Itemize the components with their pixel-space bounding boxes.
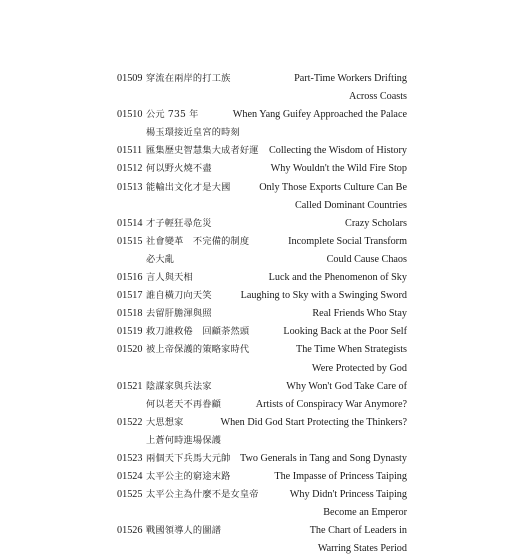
english-title: Incomplete Social Transform	[288, 235, 407, 247]
item-number: 01525	[117, 489, 143, 501]
chinese-title: 何以野火燒不盡	[146, 163, 212, 175]
list-item-line	[117, 323, 407, 341]
chinese-title: 太平公主的窮途末路	[146, 471, 231, 483]
list-item-line	[117, 88, 407, 106]
english-title: Looking Back at the Poor Self	[283, 326, 407, 338]
list-item	[117, 486, 407, 522]
list-item-line	[117, 522, 407, 540]
chinese-title: 才子輕狂尋危災	[146, 217, 212, 229]
list-item-line	[117, 396, 407, 414]
list-item	[117, 378, 407, 414]
list-item-line	[117, 432, 407, 450]
chinese-title: 穿流在兩岸的打工族	[146, 73, 231, 84]
list-item	[117, 160, 407, 178]
title-list	[117, 70, 407, 559]
list-item	[117, 215, 407, 233]
english-title: Crazy Scholars	[345, 217, 407, 229]
english-title: Warring States Period	[317, 543, 407, 555]
english-title: The Time When Strategists	[295, 344, 407, 356]
chinese-title: 太平公主為什麼不是女皇帝	[146, 489, 259, 501]
list-item-line	[117, 305, 407, 323]
english-title: When Did God Start Protecting the Thinkers?	[220, 416, 407, 428]
english-title: When Yang Guifey Approached the Palace	[232, 109, 407, 121]
list-item	[117, 287, 407, 305]
list-item-line	[117, 341, 407, 359]
list-item-line	[117, 142, 407, 160]
chinese-title: 被上帝保護的策略家時代	[146, 344, 250, 356]
english-title: Artists of Conspiracy War Anymore?	[255, 398, 407, 410]
english-title: Why Didn't Princess Taiping	[289, 489, 407, 501]
english-title: Luck and the Phenomenon of Sky	[268, 272, 407, 284]
list-item	[117, 106, 407, 142]
english-title: Only Those Exports Culture Can Be	[259, 181, 407, 193]
list-item	[117, 142, 407, 160]
list-item	[117, 269, 407, 287]
english-title: Laughing to Sky with a Swinging Sword	[240, 290, 407, 302]
english-title: Could Cause Chaos	[326, 253, 407, 265]
english-title: Collecting the Wisdom of History	[268, 145, 407, 157]
list-item	[117, 323, 407, 341]
list-item	[117, 468, 407, 486]
english-title: Two Generals in Tang and Song Dynasty	[239, 452, 407, 464]
list-item	[117, 233, 407, 269]
chinese-title: 誰自橫刀向天笑	[146, 290, 212, 302]
list-item	[117, 414, 407, 450]
english-title: Were Protected by God	[311, 362, 407, 374]
item-number: 01512	[117, 163, 143, 175]
item-number: 01510	[117, 109, 143, 121]
chinese-title: 何以老天不再眷顧	[146, 398, 222, 410]
list-item-line	[117, 504, 407, 522]
item-number: 01513	[117, 181, 143, 193]
chinese-title: 戰國領導人的圖譜	[146, 525, 222, 537]
english-title: The Chart of Leaders in	[309, 525, 407, 537]
list-item-line	[117, 414, 407, 432]
list-item	[117, 522, 407, 558]
item-number: 01524	[117, 471, 143, 483]
english-title: Called Dominant Countries	[294, 199, 407, 211]
list-item-line	[117, 197, 407, 215]
chinese-title: 陰謀家與兵法家	[146, 380, 212, 392]
chinese-title: 言人與天相	[146, 272, 193, 284]
item-number: 01514	[117, 217, 143, 229]
chinese-title: 兩個天下兵馬大元帥	[146, 452, 231, 464]
list-item-line	[117, 160, 407, 178]
list-item-line	[117, 287, 407, 305]
list-item-line	[117, 450, 407, 468]
list-item-line	[117, 179, 407, 197]
chinese-title: 去留肝膽渾與照	[146, 308, 212, 320]
english-title: The Impasse of Princess Taiping	[274, 471, 407, 483]
list-item-line	[117, 70, 407, 88]
list-item-line	[117, 486, 407, 504]
item-number: 01521	[117, 380, 143, 392]
chinese-title: 救刀誰救倦 回顧荼然頭	[146, 326, 250, 338]
english-title: Become an Emperor	[323, 507, 407, 519]
list-item	[117, 305, 407, 323]
list-item	[117, 179, 407, 215]
english-title: Across Coasts	[348, 91, 407, 103]
list-item	[117, 341, 407, 377]
list-item-line	[117, 215, 407, 233]
item-number: 01519	[117, 326, 143, 338]
item-number: 01523	[117, 452, 143, 464]
chinese-title: 大思想家	[146, 416, 184, 428]
list-item-line	[117, 269, 407, 287]
list-item-line	[117, 251, 407, 269]
list-item-line	[117, 124, 407, 142]
list-item-line	[117, 106, 407, 124]
item-number: 01522	[117, 416, 143, 428]
item-number: 01520	[117, 344, 143, 356]
english-title: Part-Time Workers Drifting	[294, 73, 407, 84]
english-title: Real Friends Who Stay	[312, 308, 407, 320]
item-number: 01509	[117, 73, 143, 84]
chinese-title: 上蒼何時進場保護	[146, 434, 222, 446]
chinese-title: 匯集歷史智慧集大成者好運	[146, 145, 259, 157]
list-item-line	[117, 233, 407, 251]
item-number: 01515	[117, 235, 143, 247]
item-number: 01526	[117, 525, 143, 537]
list-item	[117, 70, 407, 106]
list-item-line	[117, 360, 407, 378]
english-title: Why Won't God Take Care of	[286, 380, 407, 392]
item-number: 01517	[117, 290, 143, 302]
list-item-line	[117, 540, 407, 558]
item-number: 01518	[117, 308, 143, 320]
item-number: 01511	[117, 145, 143, 157]
chinese-title: 必大亂	[146, 253, 175, 265]
chinese-title: 公元 735 年	[146, 109, 199, 121]
chinese-title: 社會變革 不完備的制度	[146, 235, 250, 247]
chinese-title: 楊玉環接近皇宮的時刻	[146, 127, 240, 139]
chinese-title: 能輸出文化才是大國	[146, 181, 231, 193]
list-item-line	[117, 468, 407, 486]
list-item	[117, 450, 407, 468]
item-number: 01516	[117, 272, 143, 284]
list-item-line	[117, 378, 407, 396]
english-title: Why Wouldn't the Wild Fire Stop	[270, 163, 407, 175]
